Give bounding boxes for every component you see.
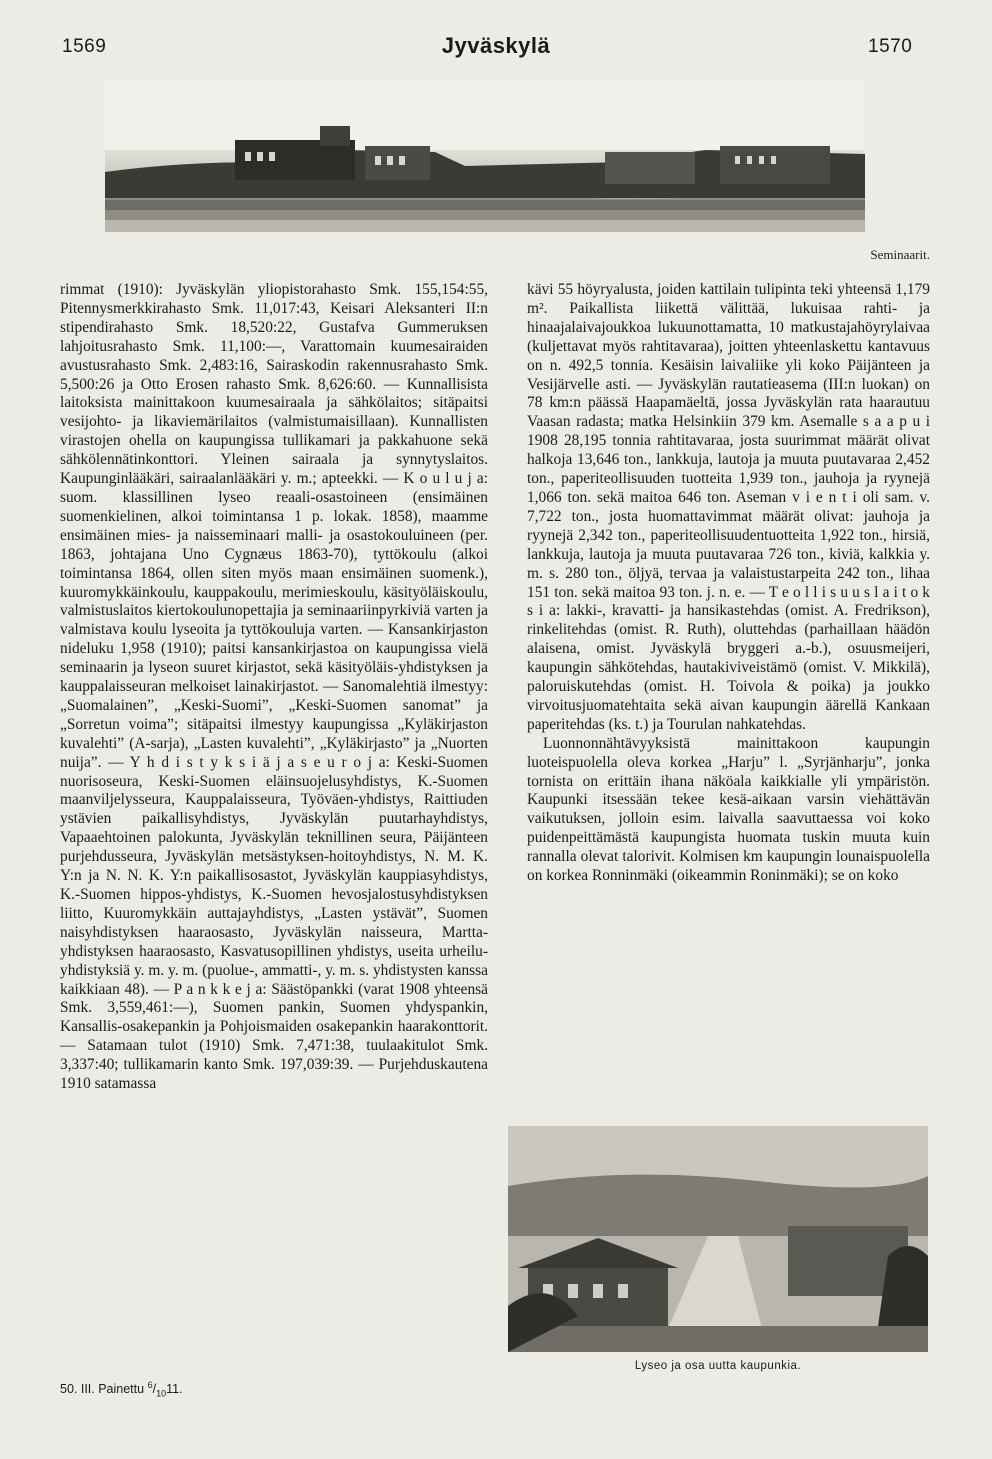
lyceum-photo-illustration <box>508 1126 928 1352</box>
seminary-photo <box>105 80 865 232</box>
page-number-right: 1570 <box>868 36 913 57</box>
printer-signature: 50. III. Painettu $^6/_{10}11$. <box>60 1380 183 1399</box>
lyceum-photo <box>508 1126 928 1352</box>
right-paragraph-1: kävi 55 höyryalusta, joiden kattilain tulipinta teki yhteensä 1,179 m². Paikallista liikettä välittää, lukuisaa rahti- ja hinaajalaivajoukkoa lukuunottamatta, 10 matkustajahöyrylaivaa (kuljettavat myös rahtitavaraa), joitten yhteenlaskettu kantavuus on n. 492,5 tonnia. Kesäisin laivaliike yli koko Päijänteen ja Vesijärvelle asti. — Jyväskylän rautatieasema (III:n luokan) on 78 km:n päässä Haapamäeltä, jossa Jyväskylän rata haarautuu Vaasan radasta; matka Helsinkiin 379 km. Asemalle s a a p u i 1908 28,195 tonnia rahtitavaraa, josta suurimmat määrät olivat halkoja 13,646 ton., lankkuja, lautoja ja muuta puutavaraa 2,452 ton., paperiteollisuuden tuotteita 1,939 ton., jauhoja ja ryynejä 1,066 ton. sekä maitoa 646 ton. Aseman v i e n t i oli sam. v. 7,722 ton., josta huomattavimmat määrät olivat: jauhoja ja ryynejä 2,342 ton., paperiteollisuudentuotteita 1,922 ton., hirsiä, lankkuja, lautoja ja muuta puutavaraa 726 ton., kiviä, kalkkia y. m. s. 280 ton., öljyä, tervaa ja valaistustarpeita 242 ton., lihaa 151 ton. sekä maitoa 93 ton. j. n. e. — T e o l l i s u u s l a i t o k s i a: lakki-, kravatti- ja hansikastehdas (omist. A. Fredrikson), rinkelitehdas (omist. R. Ruth), oluttehdas (parhaillaan häädön alaisena, omist. Jyväskylä bryggeri a.-b.), osuusmeijeri, kaupungin sähkötehdas, hautakiviveistämö (omist. V. Mikkilä), paloruiskutehdas (omist. H. Toivola & poika) ja joukko virvoitusjuomatehtaita sekä aivan kaupungin äärellä Kankaan paperitehdas (ks. t.) ja Tourulan nahkatehdas. <box>527 281 930 733</box>
left-text-column <box>60 281 488 1094</box>
page-number-left: 1569 <box>62 36 107 57</box>
lyceum-photo-caption: Lyseo ja osa uutta kaupunkia. <box>634 1360 802 1372</box>
print-date-year: 11. <box>166 1382 183 1397</box>
right-text-column <box>527 281 930 886</box>
print-date-numerator: 6 <box>147 1380 153 1390</box>
running-title: Jyväskylä <box>441 33 551 58</box>
print-date-denominator: 10 <box>156 1388 167 1399</box>
left-paragraph: rimmat (1910): Jyväskylän yliopistorahasto Smk. 155,154:55, Pitennysmerkkirahasto Smk. 11,017:43, Keisari Aleksanteri II:n stipendirahasto Smk. 18,520:22, Gustafva Gummeruksen lahjoitusrahasto Smk. 11,100:—, Varattomain kuumesairaiden avustusrahasto Smk. 2,483:16, Sairaskodin rakennusrahasto Smk. 5,500:26 ja Otto Erosen rahasto Smk. 8,626:60. — Kunnallisista laitoksista mainittakoon kuumesairaala ja sähkölaitos; sitäpaitsi vesijohto- ja likaviemärilaitos (valmistumaisillaan). Kunnallisten virastojen ohella on kaupungissa tullikamari ja pakkahuone sekä sähkölennätinkonttori. Yleinen sairaala ja synnytyslaitos. Kaupunginlääkäri, sairaalanlääkäri y. m.; apteekki. — K o u l u j a: suom. klassillinen lyseo reaali-osastoineen (ensimäinen suomenkielinen, alkoi toimintansa 1 p. lokak. 1858), maamme ensimäinen mies- ja naisseminaari malli- ja osastokouluineen (per. 1863, johtajana Uno Cygnæus 1863-70), tyttökoulu (alkoi toimintansa 1864, ollen siten myös maan ensimäinen suomenk.), kuuromykkäinkoulu, kauppakoulu, merimieskoulu, käsityöläiskoulu, valmistuslaitos kiertokoulunopettajia ja seminaariinpyrkiviä varten ja valmistava koulu lyseoita ja tyttökouluja varten. — Kansankirjaston nideluku 1,958 (1910); paitsi kansankirjastoa on kaupungissa vielä seminaarin ja lyseon suuret kirjastot, sekä käsityöläis-yhdistyksen ja kauppalaisseuran melkoiset lainakirjastot. — Sanomalehtiä ilmestyy: „Suomalainen”, „Keski-Suomi”, „Keski-Suomen sanomat” ja „Sorretun voima”; sitäpaitsi ilmestyy kaupungissa „Kyläkirjaston kuvalehti” (A-sarja), „Lasten kuvalehti”, „Kyläkirjasto” ja „Nuorten nuija”. — Y h d i s t y k s i ä j a s e u r o j a: Keski-Suomen nuorisoseura, Keski-Suomen eläinsuojelusyhdistys, K.-Suomen maanviljelysseura, Kauppalaisseura, Työväen-yhdistys, Raittiuden ystävien paikallisyhdistys, Jyväskylän puutarhayhdistys, Vapaaehtoinen palokunta, Jyväskylän teknillinen seura, Päijänteen purjehdusseura, Jyväskylän metsästyksen-hoitoyhdistys, N. M. K. Y:n ja N. N. K. Y:n paikallisosastot, Jyväskylän kauppiasyhdistys, K.-Suomen hippos-yhdistys, K.-Suomen hevosjalostusyhdistyksen liitto, Kuuromykkäin auttajayhdistys, „Lasten ystävät”, Suomen naisyhdistyksen haaraosasto, Jyväskylän naisseura, Martta-yhdistyksen haaraosasto, Kasvatusopillinen yhdistys, useita urheilu-yhdistyksiä y. m. y. m. (puolue-, ammatti-, y. m. s. yhdistysten kanssa kaikkiaan 48). — P a n k k e j a: Säästöpankki (varat 1908 yhteensä Smk. 3,559,461:—), Suomen pankin, Suomen yhdyspankin, Kansallis-osakepankin ja Pohjoismaiden osakepankin haarakonttorit. — Satamaan tulot (1910) Smk. 7,471:38, tuulaakitulot Smk. 3,337:40; tullikamarin kanto Smk. 197,039:39. — Purjehduskautena 1910 satamassa <box>60 281 488 1093</box>
seminary-photo-illustration <box>105 80 865 232</box>
right-paragraph-2: Luonnonnähtävyyksistä mainittakoon kaupungin luoteispuolella oleva korkea „Harju” l. „Syrjänharju”, jonka tornista on erittäin ihana näköala kaikkialle yli ympäristön. Kaupunki itsessään tekee kesä-aikaan varsin viehättävän vaikutuksen, jolloin esim. laivalla saavuttaessa voi koko puidenpeittämästä kaupungista huomata tuskin muuta kuin rannalla olevat talorivit. Kolmisen km kaupungin lounaispuolella on korkea Ronninmäki (oikeammin Roninmäki); se on koko <box>527 734 930 885</box>
seminary-photo-caption: Seminaarit. <box>870 247 930 262</box>
printer-signature-text: 50. III. Painettu <box>60 1382 145 1397</box>
